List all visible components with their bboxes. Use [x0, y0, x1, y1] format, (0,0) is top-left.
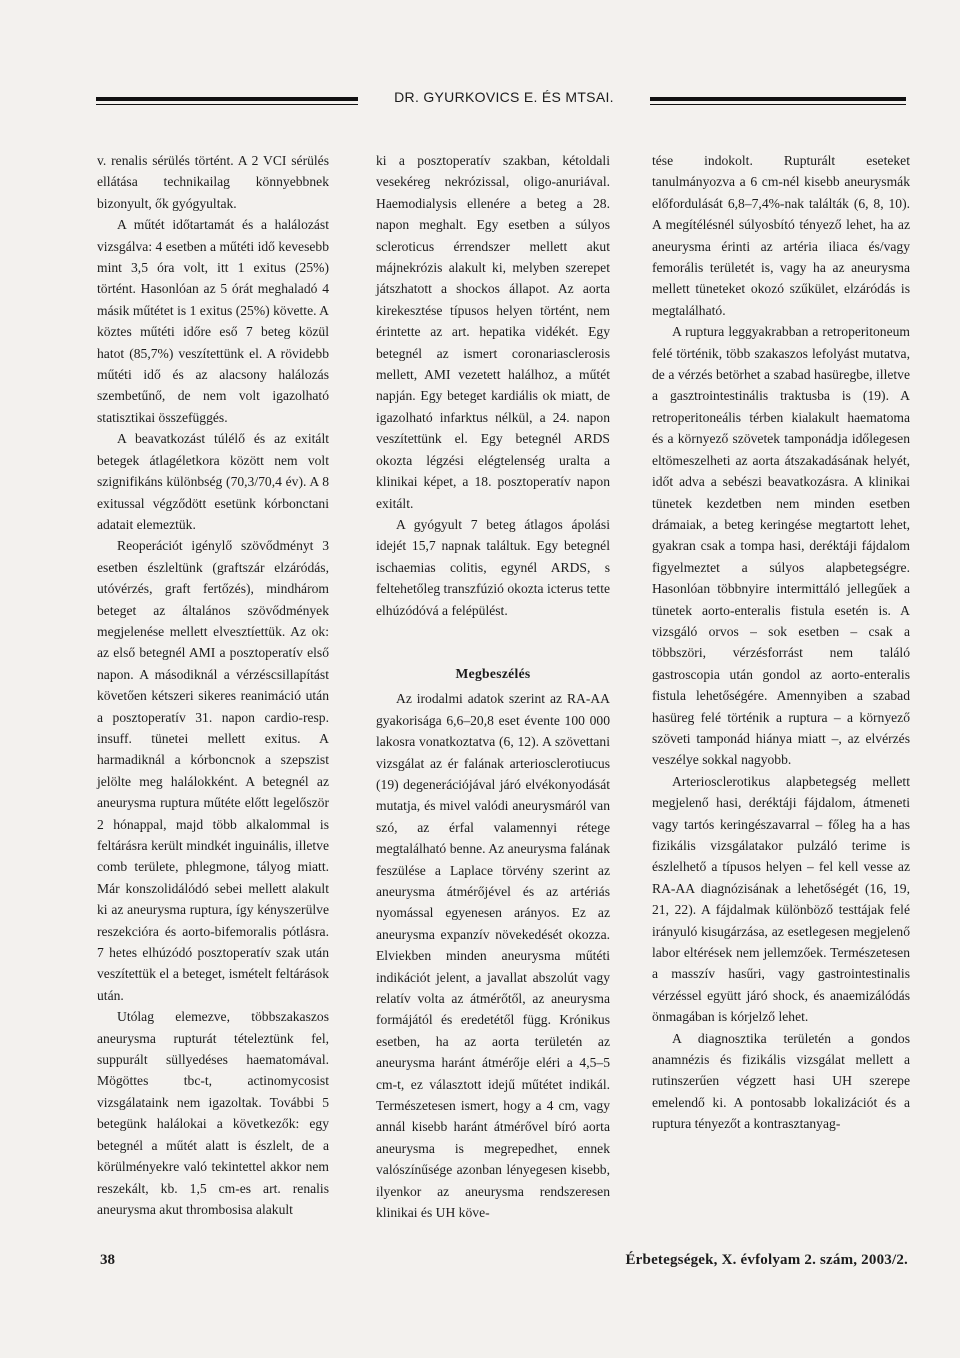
paragraph: A beavatkozást túlélő és az exitált betegek átlagéletkora között nem volt szignifikáns különbség (70,3/70,4 év). A 8 exitussal végződött esetünk kórbonctani adatait elemeztük.	[97, 431, 329, 532]
page-number: 38	[100, 1252, 115, 1268]
paragraph: A gyógyult 7 beteg átlagos ápolási idejét 15,7 napnak találtuk. Egy betegnél ischaemias colitis, egynél ARDS, s feltehetőleg transzfúzió okozta icterus tette elhúzódóvá a felépülést.	[376, 516, 611, 618]
paragraph: Az irodalmi adatok szerint az RA-AA gyakorisága 6,6–20,8 eset évente 100 000 lakosra vonatkoztatva (6, 12). A szövettani vizsgálat az ér falának arteriosclerotiucus (19) degenerációjával járó elvékonyodását mutatja, és mivel valódi aneurysmáról van szó, az érfal valamennyi rétege megtalálható benne. Az aneurysma falának feszülése a Laplace törvény szerint az aneurysma átmérőjével és az artériás nyomással egyenesen arányos. Ez az aneurysma expanzív növekedését okozza. Elviekben minden aneurysma műtéti indikációt jelent, a javallat abszolút vagy relatív volta az átmérőtől, az aneurysma formájától és eredetétől függ. Krónikus esetben, ha az aorta területén az aneurysma haránt átmérője eléri a 4,5–5 cm-t, ez választott idejű műtétet indikál. Természetesen ismert, hogy a 4 cm, vagy annál kisebb haránt átmérővel bíró aorta aneurysma is megrepedhet, ennek valószínűsége azonban lényegesen kisebb, ilyenkor az aneurysma rendszeresen klinikai és UH köve-	[376, 691, 610, 1221]
header-rule-left	[96, 97, 358, 101]
paragraph: A ruptura leggyakrabban a retroperitoneum felé történik, több szakaszos lefolyást mutatva, de a vérzés betörhet a szabad hasüregbe, illetve a gasztrointestinális traktusba is (19). A retroperitoneális térben kialakult haematoma és a környező szövetek tamponádja időlegesen eltömeszelheti az aorta átszakadásának helyét, időt adva a sebészi beavatkozásra. A klinikai tünetek kezdetben nem minden esetben drámaiak, a beteg keringése megtartott lehet, gyakran csak a tompa hasi, deréktáji fájdalom figyelmeztet a súlyos alapbetegségre. Hasonlóan többnyire intermittáló jellegűek a tünetek aorto-enteralis fistula esetén is. A vizsgáló orvos – sok esetben – csak a többszöri, vérzésforrást nem találó gastroscopia után gondol az aorto-enteralis fistula lehetőségére. Amennyiben a szabad hasüreg felé történik a ruptura – a környező szöveti tamponád hiánya miatt –, az elvérzés veszélye sokkal nagyobb.	[652, 324, 910, 768]
page-footer	[0, 1252, 960, 1276]
header-rule-right	[650, 97, 906, 101]
paragraph: A műtét időtartamát és a halálozást vizsgálva: 4 esetben a műtéti idő kevesebb mint 3,5 óra volt, itt 1 exitus (25%) történt. Hasonlóan az 5 órát meghaladó 4 másik műtétet is 1 exitus (25%) követte. A köztes műtéti időre eső 7 beteg közül hatot (85,7%) veszítettünk el. A rövidebb műtéti idő és az alacsony halálozás szembetűnő, de nem volt igazolható statisztikai összefüggés.	[97, 217, 329, 425]
journal-citation: Érbetegségek, X. évfolyam 2. szám, 2003/2.	[625, 1252, 908, 1268]
paragraph: A diagnosztika területén a gondos anamnézis és fizikális vizsgálat mellett a rutinszerűen végzett hasi UH szerepe emelendő ki. A pontosabb lokalizációt és a ruptura tényezőt a kontrasztanyag-	[652, 1030, 910, 1132]
paragraph: Arteriosclerotikus alapbetegség mellett megjelenő hasi, deréktáji fájdalom, átmeneti vagy tartós keringészavarral – főleg ha a has fizikális vizsgálatakor pulzáló terime is észlelhető a típusos helyen – fel kell vesse az RA-AA diagnózisának a lehetőségét (16, 19, 21, 22). A fájdalmak különböző testtájak felé irányuló kisugárzása, az esetlegesen megjelenő labor eltérések nem jellemzőek. Természetesen a masszív hasűri, vagy gastrointestinalis vérzéssel együtt járó shock, és anaemizálódás önmagában is kórjelző lehet.	[652, 773, 910, 1025]
paragraph: tése indokolt. Rupturált eseteket tanulmányozva a 6 cm-nél kisebb aneurysmák előfordulását 6,8–7,4%-nak találták (6, 8, 10). A megítélésnél súlyosbító tényező lehet, ha az aneurysma érinti az artéria iliaca és/vagy femorális területét is, vagy ha az aneurysma mellett tüneteket okozó szűkület, elzáródás is megtalálható.	[652, 153, 910, 318]
paragraph: v. renalis sérülés történt. A 2 VCI sérülés ellátása technikailag könnyebbnek bizonyult, ők gyógyultak.	[97, 153, 329, 211]
running-head: DR. GYURKOVICS E. ÉS MTSAI.	[394, 89, 614, 105]
paragraph: Utólag elemezve, többszakaszos aneurysma rupturát tételeztünk fel, suppurált süllyedéses haematomával. Mögöttes tbc-t, actinomycosist vizsgálataink nem igazoltak. További 5 betegünk halálokai a következők: egy betegnél a műtét alatt is észlelt, de a körülményekre való tekintettel akkor nem reszekált, kb. 1,5 cm-es art. renalis aneurysma akut thrombosisa alakult	[97, 1009, 329, 1217]
paragraph: Reoperációt igénylő szövődményt 3 esetben észleltünk (graftszár elzáródás, utóvérzés, graft fertőzés), mindhárom beteget az általános szövődmények megjelenése mellett elvesztíettük. Az ok: az első betegnél AMI a posztoperatív első napon. A másodiknál a vérzéscsillapítást követően kétszeri sikeres reanimáció után a posztoperatív 31. napon cardio-resp. insuff. tünetei mellett exitus. A harmadiknál a kórboncnok a szepszist jelölte meg halálokként. A betegnél az aneurysma ruptura műtéte előtt legelőször 2 hónappal, majd több alkalommal is feltárásra került mindkét inguinális, illetve comb területe, phlegmone, tályog miatt. Már konszolidálódó sebei mellett alakult ki az aneurysma ruptura, így kényszerülve reszekcióra és aorto-bifemoralis pótlásra. 7 hetes elhúzódó posztoperatív szak után veszítettük el a beteget, ismételt feltárások után.	[97, 538, 329, 1003]
text-column-3	[652, 150, 910, 1135]
section-heading: Megbeszélés	[455, 665, 531, 681]
page-header	[0, 86, 960, 116]
header-rule-left-thin	[96, 104, 358, 105]
text-column-2	[376, 150, 610, 1224]
text-column-1	[97, 150, 329, 1220]
paragraph: ki a posztoperatív szakban, kétoldali vesekéreg nekrózissal, oligo-anuriával. Haemodialysis ellenére a beteg a 28. napon meghalt. Egy esetben a súlyos scleroticus érrendszer mellett akut májnekrózis alakult ki, melyben szerepet játszhatott a shockos állapot. Az aorta kirekesztése típusos helyen történt, nem érintette az art. hepatika vidékét. Egy betegnél az ismert coronariasclerosis mellett, AMI vezetett halálhoz, a műtét napján. Egy beteget kardiális ok miatt, de igazolható infarktus nélkül, a 24. napon veszítettünk el. Egy betegnél ARDS okozta légzési elégtelenség uralta a klinikai képet, a 18. posztoperatív napon exitált.	[376, 153, 610, 511]
header-rule-right-thin	[650, 104, 906, 105]
